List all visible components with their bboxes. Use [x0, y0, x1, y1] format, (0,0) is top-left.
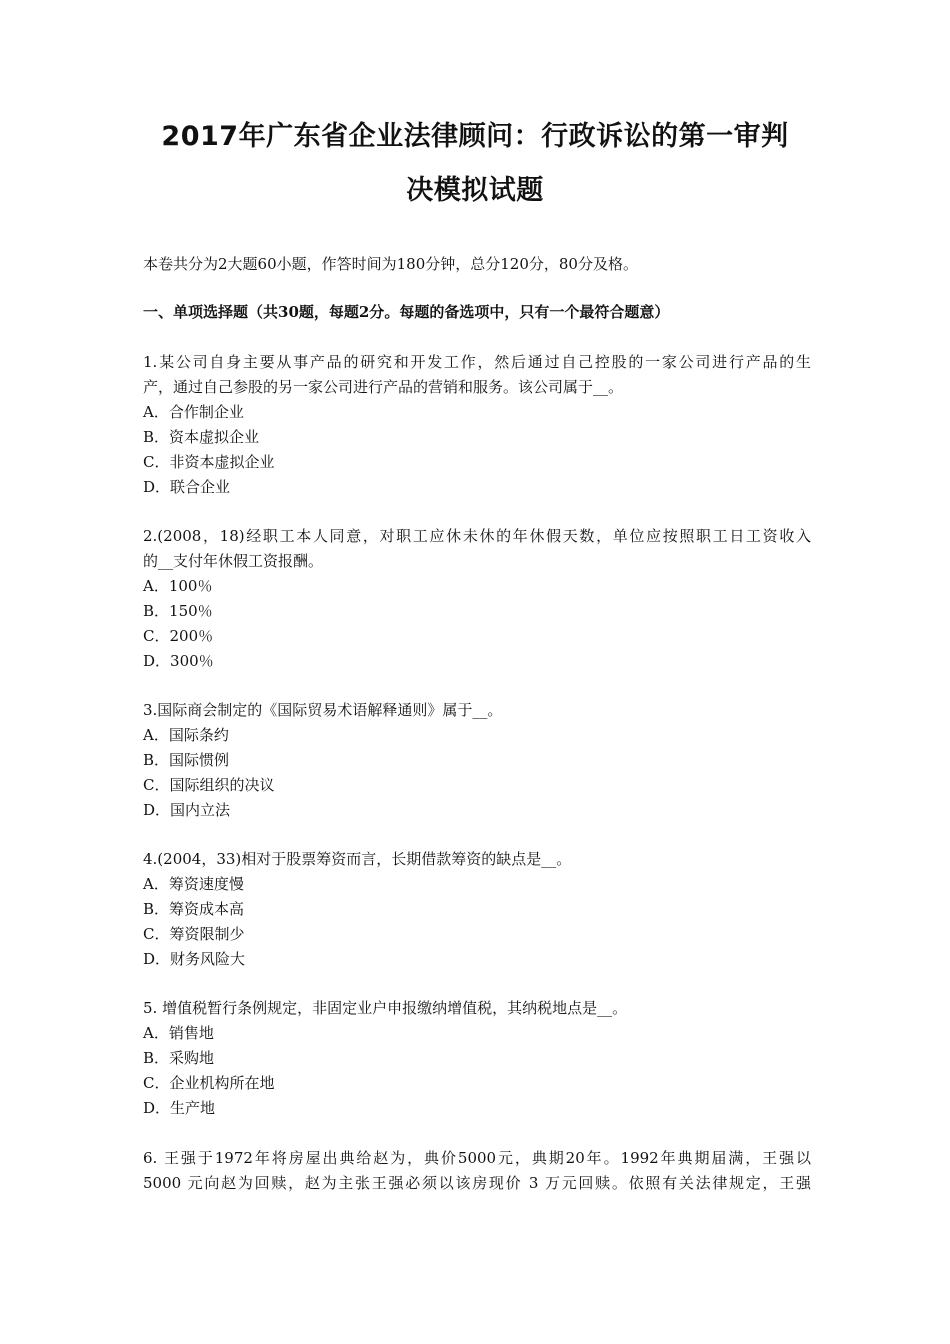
- question-4-option-b: B．筹资成本高: [143, 900, 245, 918]
- exam-intro: 本卷共分为2大题60小题，作答时间为180分钟，总分120分，80分及格。: [143, 255, 638, 273]
- question-4-option-a: A．筹资速度慢: [143, 875, 244, 893]
- question-3-option-d: D．国内立法: [143, 801, 231, 819]
- question-4-stem: 4.(2004，33)相对于股票筹资而言，长期借款筹资的缺点是__。: [143, 850, 572, 868]
- question-1-option-b: B．资本虚拟企业: [143, 428, 260, 446]
- question-3-stem: 3.国际商会制定的《国际贸易术语解释通则》属于__。: [143, 701, 503, 719]
- question-5-option-c: C．企业机构所在地: [143, 1074, 275, 1092]
- question-3-option-c: C．国际组织的决议: [143, 776, 275, 794]
- question-5-option-d: D．生产地: [143, 1099, 216, 1117]
- question-2-option-b: B．150％: [143, 602, 213, 620]
- question-6-stem-line1: 6. 王强于1972年将房屋出典给赵为，典价5000元，典期20年。1992年典期届满，王强以: [143, 1149, 811, 1167]
- question-1-stem-line1: 1.某公司自身主要从事产品的研究和开发工作，然后通过自己控股的一家公司进行产品的生: [143, 353, 811, 371]
- question-4-option-c: C．筹资限制少: [143, 925, 245, 943]
- question-1-option-a: A．合作制企业: [143, 403, 244, 421]
- question-5-option-a: A．销售地: [143, 1024, 214, 1042]
- question-1-option-d: D．联合企业: [143, 478, 231, 496]
- document-title-line2: 决模拟试题: [406, 175, 544, 206]
- question-2-option-d: D．300％: [143, 652, 214, 670]
- document-title-line1: 2017年广东省企业法律顾问：行政诉讼的第一审判: [161, 121, 789, 152]
- question-5-option-b: B．采购地: [143, 1049, 215, 1067]
- question-2-option-c: C．200％: [143, 627, 214, 645]
- question-4-option-d: D．财务风险大: [143, 950, 246, 968]
- question-6-stem-line2: 5000 元向赵为回赎，赵为主张王强必须以该房现价 3 万元回赎。依照有关法律规定，王强: [143, 1174, 811, 1192]
- question-2-stem-line2: 的__支付年休假工资报酬。: [143, 552, 324, 570]
- section-heading: 一、单项选择题（共30题，每题2分。每题的备选项中，只有一个最符合题意）: [143, 303, 670, 321]
- question-3-option-b: B．国际惯例: [143, 751, 230, 769]
- question-2-option-a: A．100％: [143, 577, 213, 595]
- question-5-stem: 5. 增值税暂行条例规定，非固定业户申报缴纳增值税，其纳税地点是__。: [143, 999, 628, 1017]
- question-2-stem-line1: 2.(2008，18)经职工本人同意，对职工应休未休的年休假天数，单位应按照职工日工资收入: [143, 527, 811, 545]
- question-1-stem-line2: 产，通过自己参股的另一家公司进行产品的营销和服务。该公司属于__。: [143, 378, 624, 396]
- question-3-option-a: A．国际条约: [143, 726, 229, 744]
- question-1-option-c: C．非资本虚拟企业: [143, 453, 275, 471]
